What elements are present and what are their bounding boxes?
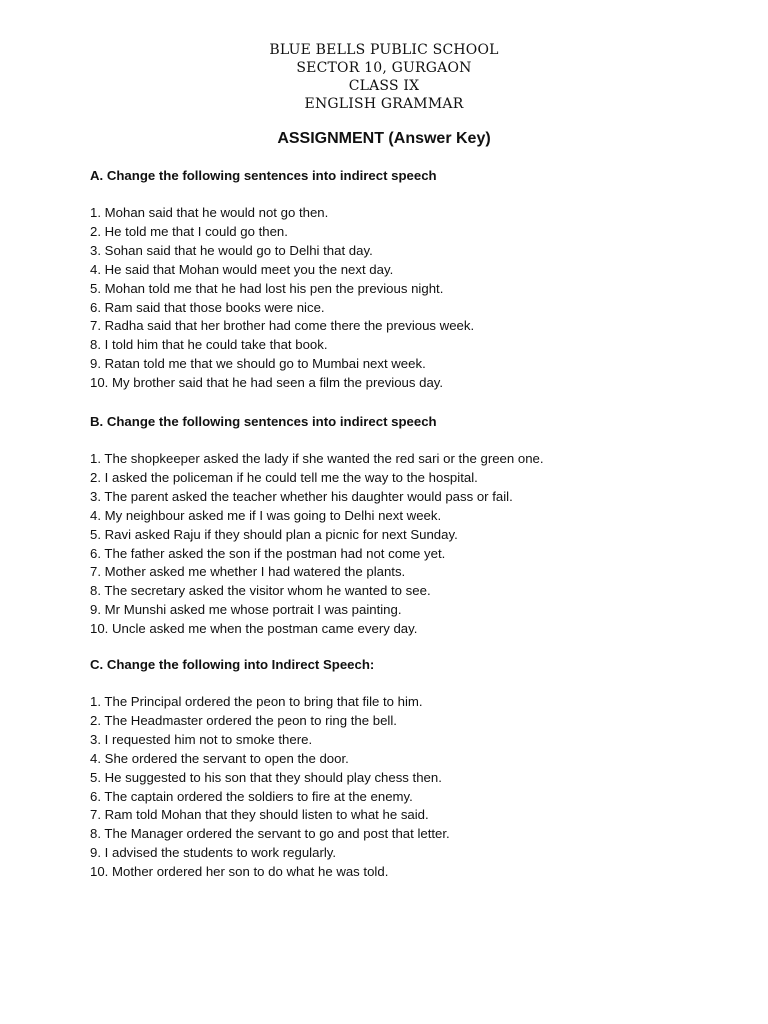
list-item: 8. The secretary asked the visitor whom he wanted to see.: [90, 583, 431, 599]
list-item: 1. The Principal ordered the peon to bring that file to him.: [90, 694, 423, 709]
list-item: 6. Ram said that those books were nice.: [90, 299, 325, 315]
list-item: 10. My brother said that he had seen a film the previous day.: [90, 375, 444, 391]
list-item: 4. She ordered the servant to open the door.: [90, 750, 349, 766]
list-item: 3. The parent asked the teacher whether his daughter would pass or fail.: [90, 488, 513, 504]
list-item: 7. Mother asked me whether I had watered the plants.: [90, 564, 406, 580]
list-item: 8. The Manager ordered the servant to go and post that letter.: [90, 826, 450, 842]
list-item: 2. I asked the policeman if he could tell me the way to the hospital.: [90, 469, 478, 485]
school-name: BLUE BELLS PUBLIC SCHOOL: [269, 42, 499, 58]
list-item: 5. He suggested to his son that they should play chess then.: [90, 769, 442, 785]
document-header: [0, 41, 768, 113]
subject-name: ENGLISH GRAMMAR: [304, 96, 464, 112]
section-a-heading: A. Change the following sentences into indirect speech: [90, 168, 437, 183]
list-item: 2. The Headmaster ordered the peon to ring the bell.: [90, 712, 397, 728]
list-item: 9. I advised the students to work regularly.: [90, 845, 337, 861]
list-item: 4. My neighbour asked me if I was going to Delhi next week.: [90, 507, 442, 523]
list-item: 8. I told him that he could take that book.: [90, 337, 328, 353]
list-item: 1. The shopkeeper asked the lady if she wanted the red sari or the green one.: [90, 451, 544, 466]
section-b-heading: B. Change the following sentences into indirect speech: [90, 414, 437, 429]
class-name: CLASS IX: [348, 78, 420, 94]
section-c-list: [90, 693, 450, 882]
list-item: 9. Mr Munshi asked me whose portrait I was painting.: [90, 602, 402, 618]
list-item: 5. Ravi asked Raju if they should plan a picnic for next Sunday.: [90, 526, 458, 542]
page-title: ASSIGNMENT (Answer Key): [277, 130, 491, 147]
list-item: 9. Ratan told me that we should go to Mumbai next week.: [90, 356, 426, 372]
list-item: 1. Mohan said that he would not go then.: [90, 205, 329, 220]
list-item: 7. Ram told Mohan that they should listen to what he said.: [90, 807, 429, 823]
list-item: 3. Sohan said that he would go to Delhi that day.: [90, 242, 373, 258]
list-item: 10. Uncle asked me when the postman came every day.: [90, 621, 418, 637]
list-item: 7. Radha said that her brother had come there the previous week.: [90, 318, 475, 334]
school-location: SECTOR 10, GURGAON: [296, 60, 472, 76]
section-b-list: [90, 450, 544, 639]
list-item: 5. Mohan told me that he had lost his pen the previous night.: [90, 280, 444, 296]
list-item: 6. The captain ordered the soldiers to fire at the enemy.: [90, 788, 413, 804]
list-item: 6. The father asked the son if the postman had not come yet.: [90, 545, 446, 561]
list-item: 4. He said that Mohan would meet you the next day.: [90, 261, 394, 277]
list-item: 3. I requested him not to smoke there.: [90, 731, 313, 747]
section-c-heading: C. Change the following into Indirect Speech:: [90, 657, 375, 672]
section-a-list: [90, 204, 474, 393]
list-item: 2. He told me that I could go then.: [90, 223, 288, 239]
list-item: 10. Mother ordered her son to do what he was told.: [90, 864, 389, 880]
